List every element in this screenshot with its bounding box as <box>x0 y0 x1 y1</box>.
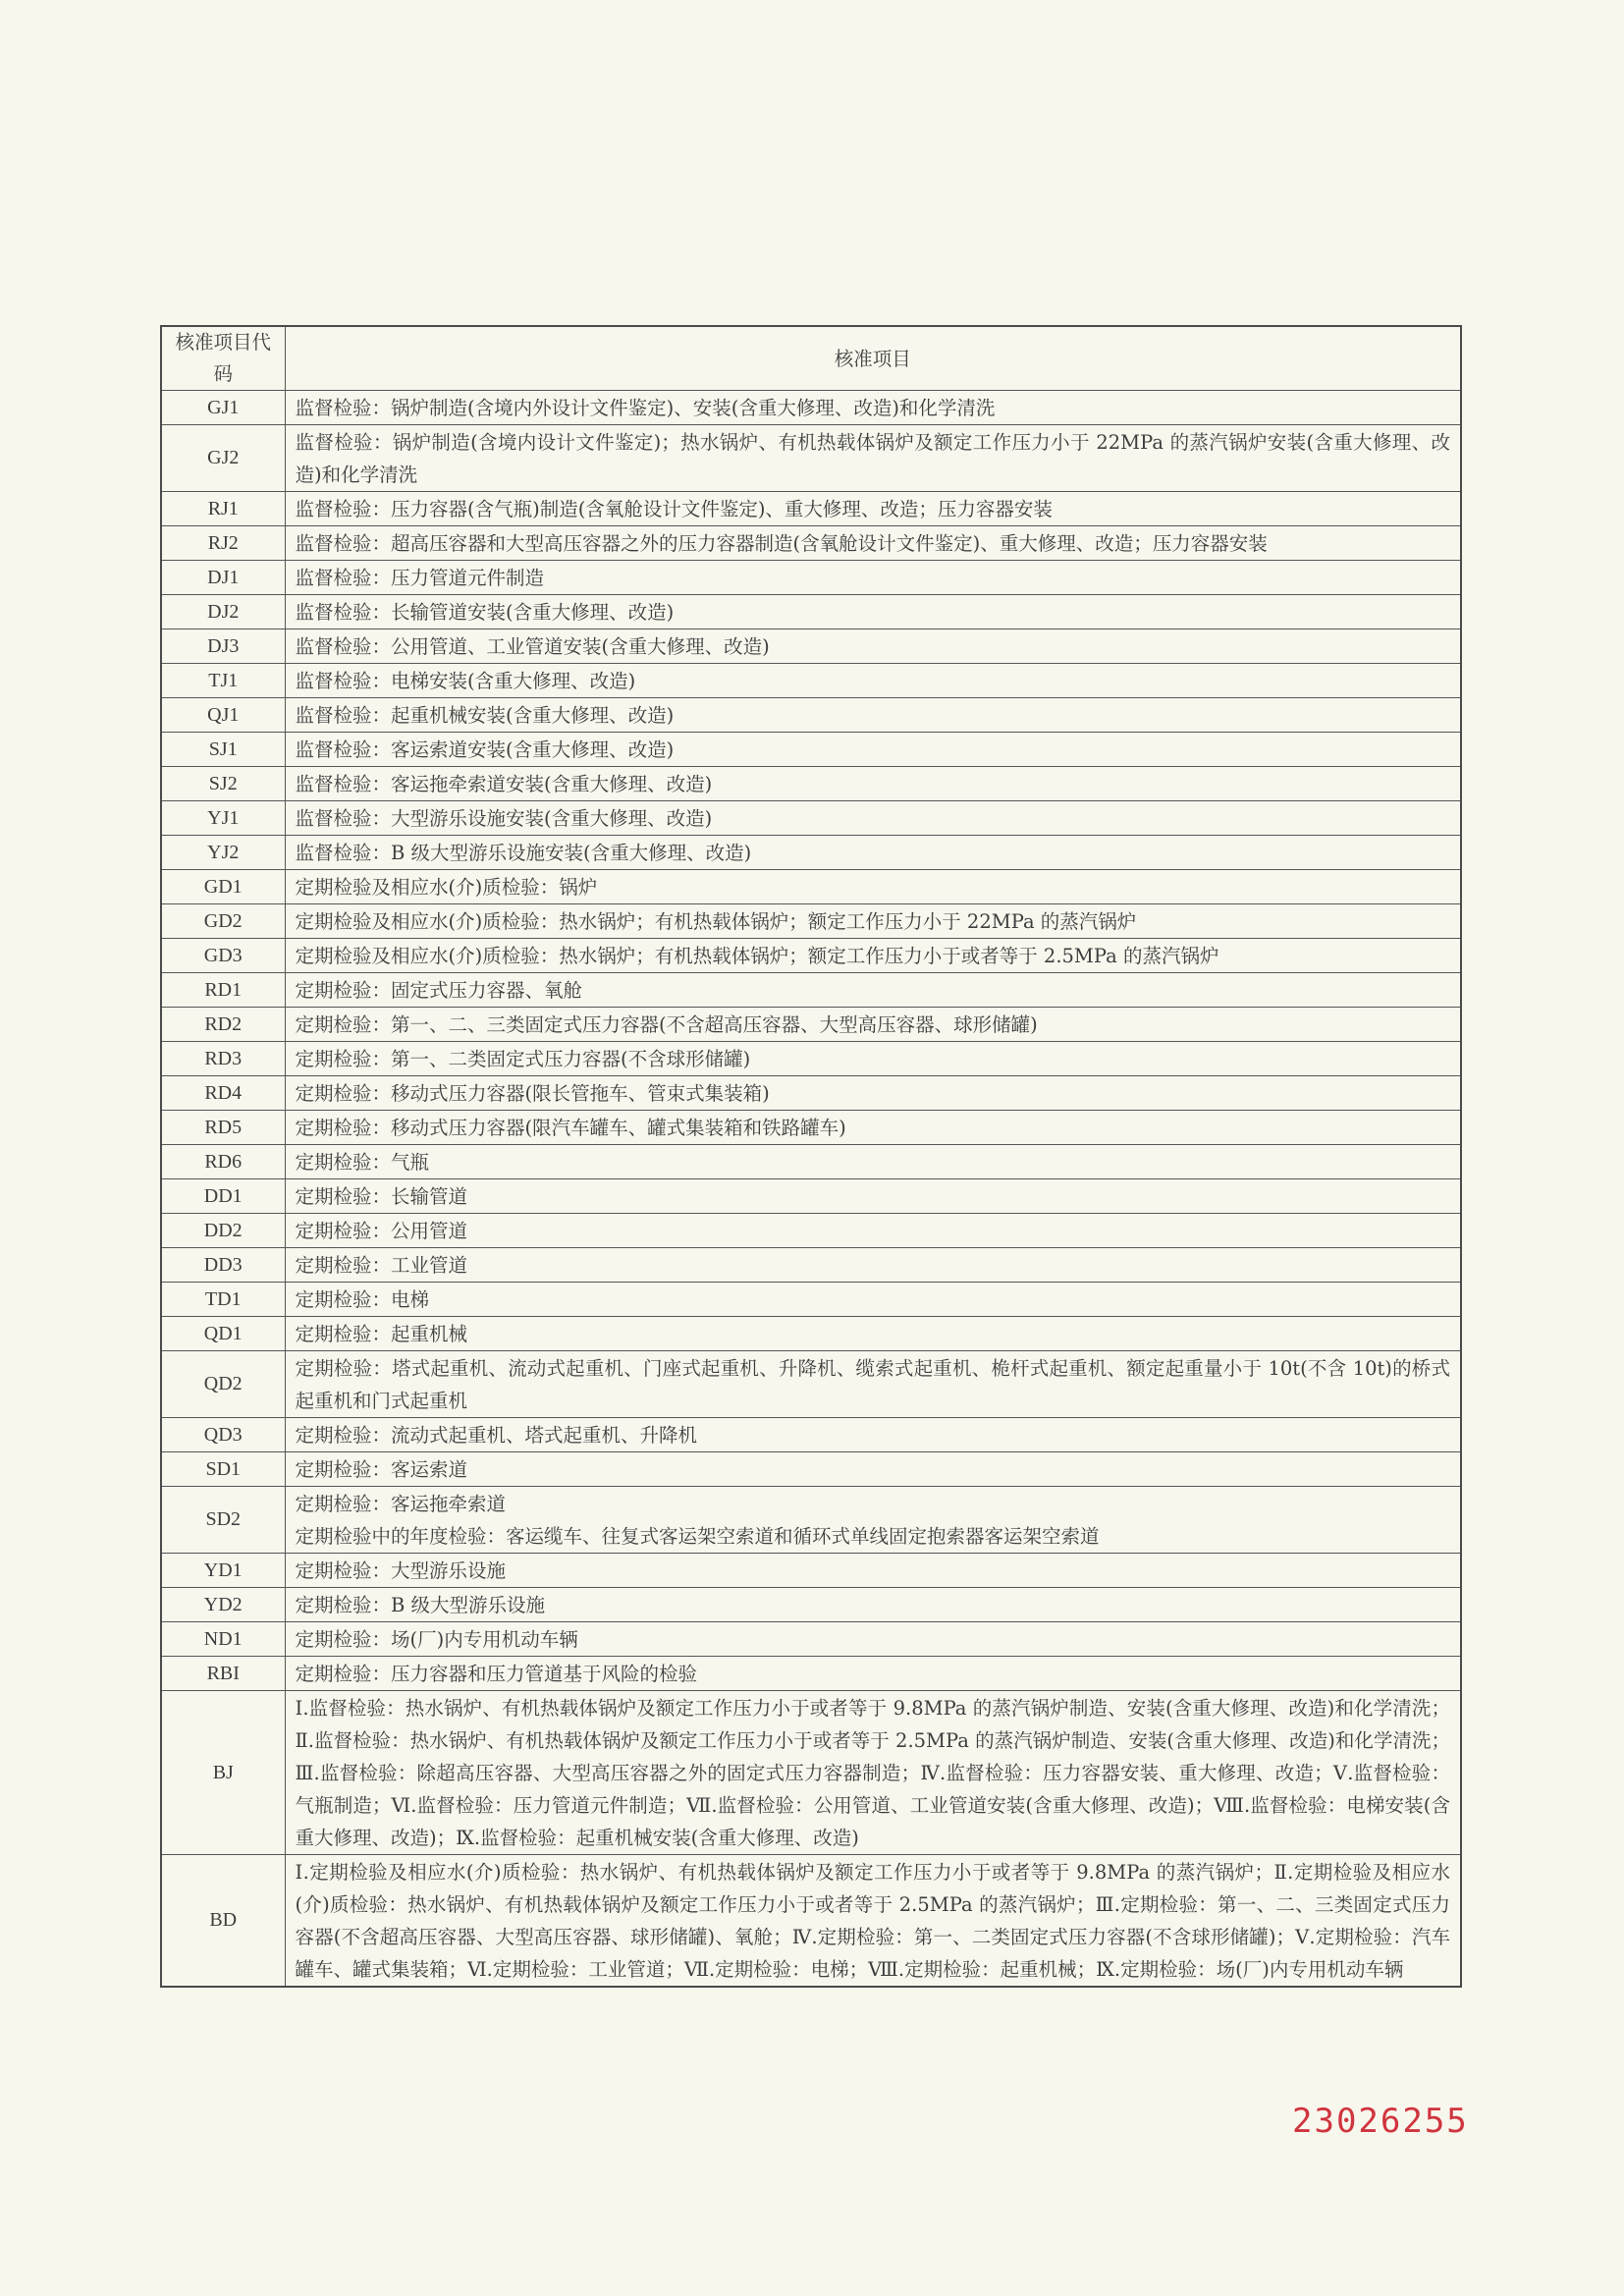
table-row <box>161 767 1461 801</box>
row-code: RD6 <box>161 1145 285 1179</box>
row-item-line: 定期检验：客运拖牵索道 <box>295 1493 507 1515</box>
table-row <box>161 698 1461 733</box>
row-code: GD2 <box>161 904 285 939</box>
table-row <box>161 1317 1461 1351</box>
row-code: GD3 <box>161 939 285 973</box>
table-row <box>161 870 1461 904</box>
table-row <box>161 629 1461 664</box>
table-row <box>161 1111 1461 1145</box>
row-item: 定期检验：场(厂)内专用机动车辆 <box>285 1622 1461 1657</box>
table-row <box>161 1588 1461 1622</box>
row-code: RJ1 <box>161 492 285 526</box>
table-row <box>161 1145 1461 1179</box>
table-row <box>161 561 1461 595</box>
row-code: YD1 <box>161 1554 285 1588</box>
table-row <box>161 492 1461 526</box>
row-code: YJ2 <box>161 836 285 870</box>
row-code: TD1 <box>161 1283 285 1317</box>
table-row <box>161 1657 1461 1691</box>
row-item: 监督检验：长输管道安装(含重大修理、改造) <box>285 595 1461 629</box>
row-code: DD1 <box>161 1179 285 1214</box>
row-item: Ⅰ.定期检验及相应水(介)质检验：热水锅炉、有机热载体锅炉及额定工作压力小于或者等于 9.8MPa 的蒸汽锅炉；Ⅱ.定期检验及相应水(介)质检验：热水锅炉、有机热载体锅炉及额定工作压力小于或者等于 2.5MPa 的蒸汽锅炉；Ⅲ.定期检验：第一、二、三类固定式压力容器(不含超高压容器、大型高压容器、球形储罐)、氧舱；Ⅳ.定期检验：第一、二类固定式压力容器(不含球形储罐)；Ⅴ.定期检验：汽车罐车、罐式集装箱；Ⅵ.定期检验：工业管道；Ⅶ.定期检验：电梯；Ⅷ.定期检验：起重机械；Ⅸ.定期检验：场(厂)内专用机动车辆 <box>285 1855 1461 1988</box>
table-row <box>161 1691 1461 1855</box>
table-row <box>161 1487 1461 1554</box>
table-row <box>161 391 1461 425</box>
row-item: 监督检验：客运拖牵索道安装(含重大修理、改造) <box>285 767 1461 801</box>
row-code: SJ2 <box>161 767 285 801</box>
row-item: Ⅰ.监督检验：热水锅炉、有机热载体锅炉及额定工作压力小于或者等于 9.8MPa 的蒸汽锅炉制造、安装(含重大修理、改造)和化学清洗；Ⅱ.监督检验：热水锅炉、有机热载体锅炉及额定工作压力小于或者等于 2.5MPa 的蒸汽锅炉制造、安装(含重大修理、改造)和化学清洗；Ⅲ.监督检验：除超高压容器、大型高压容器之外的固定式压力容器制造；Ⅳ.监督检验：压力容器安装、重大修理、改造；Ⅴ.监督检验：气瓶制造；Ⅵ.监督检验：压力管道元件制造；Ⅶ.监督检验：公用管道、工业管道安装(含重大修理、改造)；Ⅷ.监督检验：电梯安装(含重大修理、改造)；Ⅸ.监督检验：起重机械安装(含重大修理、改造) <box>285 1691 1461 1855</box>
row-item: 定期检验：客运索道 <box>285 1452 1461 1487</box>
row-item: 监督检验：压力管道元件制造 <box>285 561 1461 595</box>
row-item: 监督检验：超高压容器和大型高压容器之外的压力容器制造(含氧舱设计文件鉴定)、重大修理、改造；压力容器安装 <box>285 526 1461 561</box>
row-code: RBI <box>161 1657 285 1691</box>
column-header-code: 核准项目代码 <box>161 326 285 391</box>
row-item: 定期检验：固定式压力容器、氧舱 <box>285 973 1461 1008</box>
row-item: 定期检验及相应水(介)质检验：锅炉 <box>285 870 1461 904</box>
row-item: 定期检验：工业管道 <box>285 1248 1461 1283</box>
row-code: SJ1 <box>161 733 285 767</box>
row-code: BJ <box>161 1691 285 1855</box>
table-row <box>161 1622 1461 1657</box>
table-header-row <box>161 326 1461 391</box>
row-item: 定期检验：起重机械 <box>285 1317 1461 1351</box>
row-code: DJ2 <box>161 595 285 629</box>
row-code: DJ3 <box>161 629 285 664</box>
table-row <box>161 801 1461 836</box>
row-code: RJ2 <box>161 526 285 561</box>
serial-number: 23026255 <box>1292 2102 1469 2141</box>
row-item: 监督检验：公用管道、工业管道安装(含重大修理、改造) <box>285 629 1461 664</box>
table-row <box>161 526 1461 561</box>
row-item: 监督检验：大型游乐设施安装(含重大修理、改造) <box>285 801 1461 836</box>
row-code: RD1 <box>161 973 285 1008</box>
table-row <box>161 1283 1461 1317</box>
table-row <box>161 1554 1461 1588</box>
table-row <box>161 973 1461 1008</box>
table-row <box>161 1008 1461 1042</box>
row-code: QD1 <box>161 1317 285 1351</box>
table-row <box>161 939 1461 973</box>
row-item: 定期检验：塔式起重机、流动式起重机、门座式起重机、升降机、缆索式起重机、桅杆式起重机、额定起重量小于 10t(不含 10t)的桥式起重机和门式起重机 <box>285 1351 1461 1418</box>
row-code: QD3 <box>161 1418 285 1452</box>
row-item: 监督检验：电梯安装(含重大修理、改造) <box>285 664 1461 698</box>
row-item: 监督检验：客运索道安装(含重大修理、改造) <box>285 733 1461 767</box>
row-code: GJ2 <box>161 425 285 492</box>
row-code: QD2 <box>161 1351 285 1418</box>
row-item: 定期检验：移动式压力容器(限汽车罐车、罐式集装箱和铁路罐车) <box>285 1111 1461 1145</box>
table-row <box>161 1452 1461 1487</box>
row-item: 监督检验：锅炉制造(含境内设计文件鉴定)；热水锅炉、有机热载体锅炉及额定工作压力小于 22MPa 的蒸汽锅炉安装(含重大修理、改造)和化学清洗 <box>285 425 1461 492</box>
row-code: ND1 <box>161 1622 285 1657</box>
row-code: DD2 <box>161 1214 285 1248</box>
table-row <box>161 664 1461 698</box>
table-row <box>161 1214 1461 1248</box>
row-code: RD2 <box>161 1008 285 1042</box>
row-item: 定期检验：流动式起重机、塔式起重机、升降机 <box>285 1418 1461 1452</box>
row-item: 定期检验：移动式压力容器(限长管拖车、管束式集装箱) <box>285 1076 1461 1111</box>
approval-items-table <box>160 325 1462 1988</box>
table-row <box>161 595 1461 629</box>
table-row <box>161 733 1461 767</box>
row-item: 定期检验：电梯 <box>285 1283 1461 1317</box>
table-body <box>161 391 1461 1988</box>
row-code: RD3 <box>161 1042 285 1076</box>
table-row <box>161 1855 1461 1988</box>
table-row <box>161 1418 1461 1452</box>
row-code: SD1 <box>161 1452 285 1487</box>
row-code: GD1 <box>161 870 285 904</box>
table-row <box>161 904 1461 939</box>
row-code: YJ1 <box>161 801 285 836</box>
row-item: 定期检验：B 级大型游乐设施 <box>285 1588 1461 1622</box>
row-item: 监督检验：锅炉制造(含境内外设计文件鉴定)、安装(含重大修理、改造)和化学清洗 <box>285 391 1461 425</box>
table-row <box>161 425 1461 492</box>
row-code: QJ1 <box>161 698 285 733</box>
table-row <box>161 1351 1461 1418</box>
row-item: 定期检验：第一、二类固定式压力容器(不含球形储罐) <box>285 1042 1461 1076</box>
row-item <box>285 1487 1461 1554</box>
row-item: 定期检验及相应水(介)质检验：热水锅炉；有机热载体锅炉；额定工作压力小于 22MPa 的蒸汽锅炉 <box>285 904 1461 939</box>
row-code: BD <box>161 1855 285 1988</box>
row-item-line: 定期检验中的年度检验：客运缆车、往复式客运架空索道和循环式单线固定抱索器客运架空索道 <box>295 1525 1100 1548</box>
row-item: 定期检验：大型游乐设施 <box>285 1554 1461 1588</box>
row-item: 定期检验：第一、二、三类固定式压力容器(不含超高压容器、大型高压容器、球形储罐) <box>285 1008 1461 1042</box>
row-item: 定期检验：长输管道 <box>285 1179 1461 1214</box>
row-item: 监督检验：压力容器(含气瓶)制造(含氧舱设计文件鉴定)、重大修理、改造；压力容器安装 <box>285 492 1461 526</box>
table-row <box>161 836 1461 870</box>
column-header-item: 核准项目 <box>285 326 1461 391</box>
row-item: 定期检验：气瓶 <box>285 1145 1461 1179</box>
row-item: 定期检验：公用管道 <box>285 1214 1461 1248</box>
row-item: 监督检验：B 级大型游乐设施安装(含重大修理、改造) <box>285 836 1461 870</box>
row-item: 定期检验及相应水(介)质检验：热水锅炉；有机热载体锅炉；额定工作压力小于或者等于 2.5MPa 的蒸汽锅炉 <box>285 939 1461 973</box>
row-code: RD5 <box>161 1111 285 1145</box>
row-code: GJ1 <box>161 391 285 425</box>
row-code: SD2 <box>161 1487 285 1554</box>
table-row <box>161 1076 1461 1111</box>
row-code: DD3 <box>161 1248 285 1283</box>
table-row <box>161 1248 1461 1283</box>
row-item: 监督检验：起重机械安装(含重大修理、改造) <box>285 698 1461 733</box>
table-row <box>161 1042 1461 1076</box>
row-code: RD4 <box>161 1076 285 1111</box>
row-code: DJ1 <box>161 561 285 595</box>
row-code: TJ1 <box>161 664 285 698</box>
row-item: 定期检验：压力容器和压力管道基于风险的检验 <box>285 1657 1461 1691</box>
table-row <box>161 1179 1461 1214</box>
row-code: YD2 <box>161 1588 285 1622</box>
